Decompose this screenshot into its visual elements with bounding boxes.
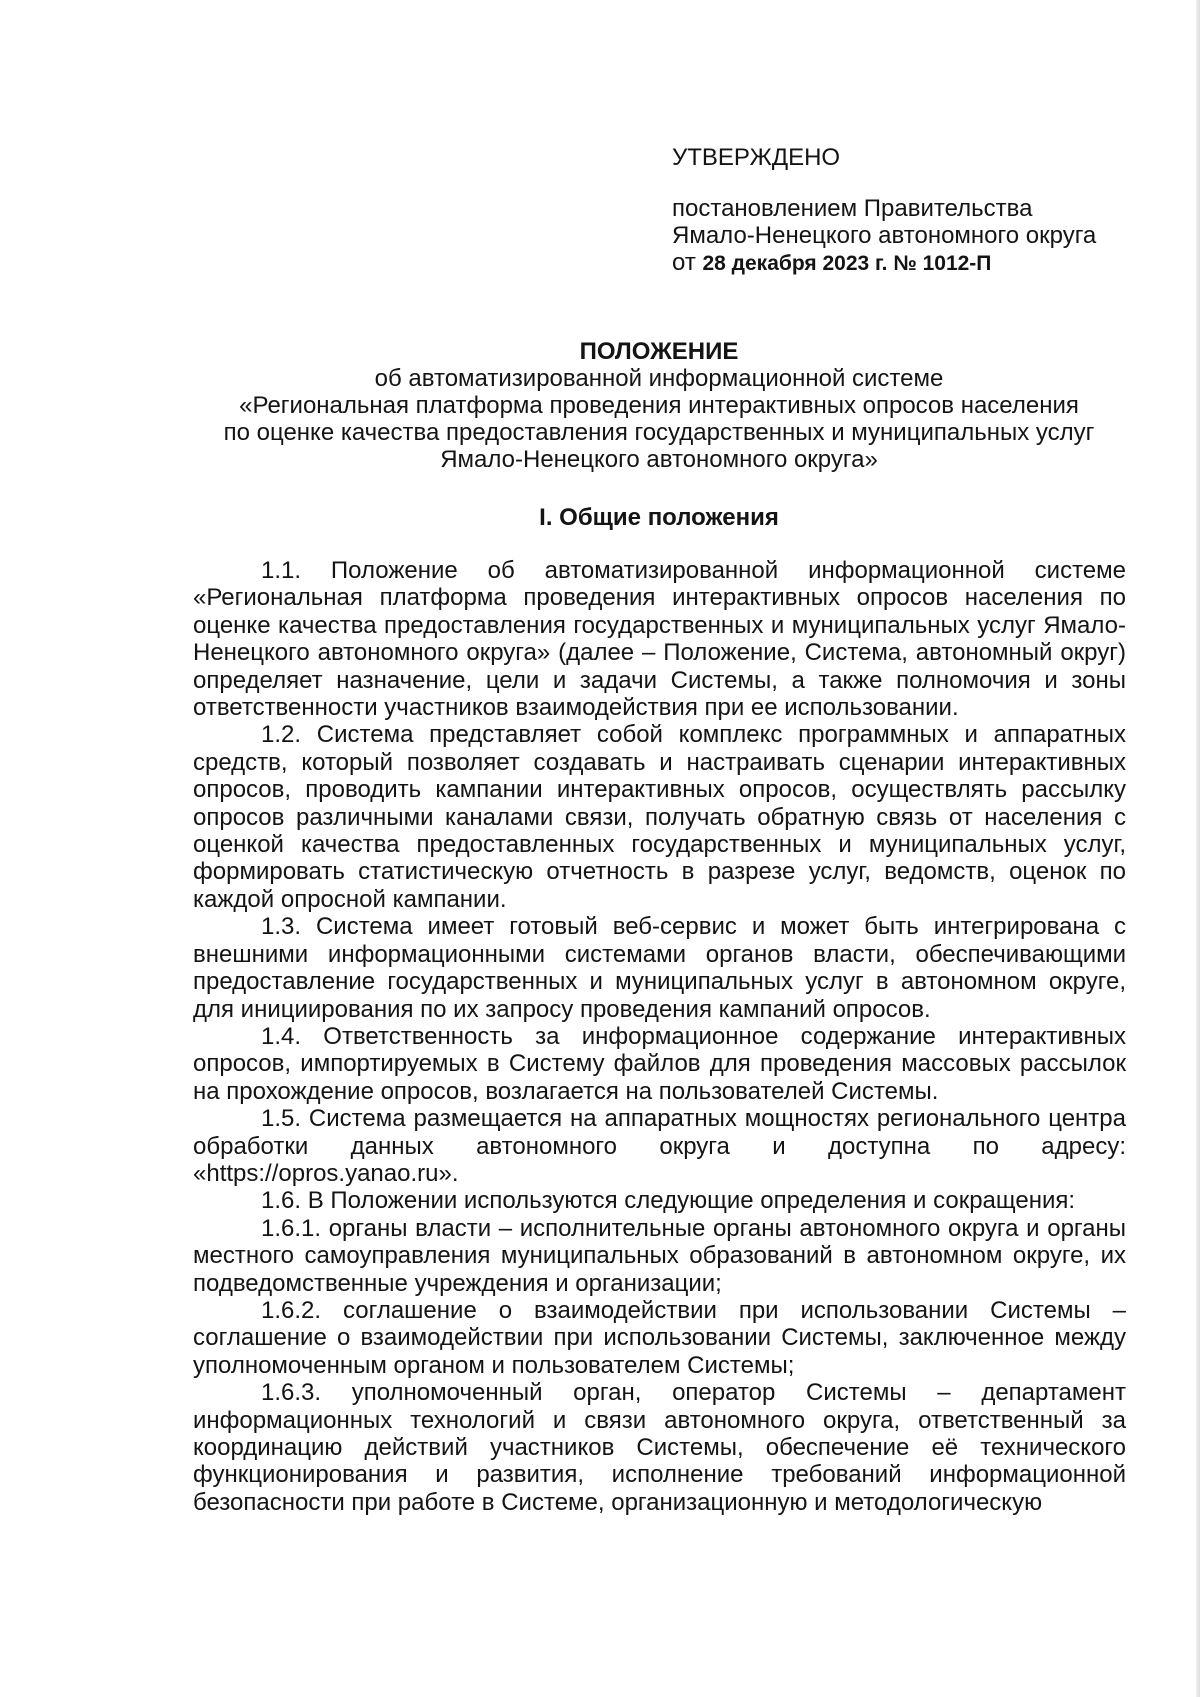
paragraph-1-4: 1.4. Ответственность за информационное содержание интерактивных опросов, импортируемых в Систему файлов для проведения массовых рассылок на прохождение опросов, возлагается на пользователей Системы. bbox=[193, 1022, 1126, 1105]
paragraph-1-1: 1.1. Положение об автоматизированной информационной системе «Региональная платформа проведения интерактивных опросов населения по оценке качества предоставления государственных и муниципальных услуг Ямало-Ненецкого автономного округа» (далее – Положение, Система, автономный округ) определяет назначение, цели и задачи Системы, а также полномочия и зоны ответственности участников взаимодействия при ее использовании. bbox=[193, 557, 1126, 722]
paragraph-1-6-2: 1.6.2. соглашение о взаимодействии при использовании Системы – соглашение о взаимодействии при использовании Системы, заключенное между уполномоченным органом и пользователем Системы; bbox=[193, 1296, 1126, 1379]
approval-line-2: Ямало-Ненецкого автономного округа bbox=[672, 222, 1097, 249]
approval-block bbox=[672, 144, 1172, 277]
document-subtitle-line: «Региональная платформа проведения интерактивных опросов населения bbox=[239, 392, 1079, 419]
document-title: ПОЛОЖЕНИЕ bbox=[579, 338, 739, 365]
paragraph-1-6-3: 1.6.3. уполномоченный орган, оператор Системы – департамент информационных технологий и связи автономного округа, ответственный за координацию действий участников Системы, обеспечение её технического функционирования и развития, исполнение требований информационной безопасности при работе в Системе, организационную и методологическую bbox=[193, 1379, 1126, 1516]
document-heading bbox=[190, 338, 1128, 473]
document-subtitle-line: Ямало-Ненецкого автономного округа» bbox=[440, 446, 878, 473]
paragraph-1-6: 1.6. В Положении используются следующие определения и сокращения: bbox=[261, 1187, 1076, 1215]
document-body bbox=[193, 557, 1126, 1516]
document-subtitle-line: по оценке качества предоставления государственных и муниципальных услуг bbox=[223, 419, 1095, 446]
page-edge-shadow bbox=[1196, 0, 1200, 1697]
approval-line-1: постановлением Правительства bbox=[672, 195, 1033, 222]
approval-stamp: УТВЕРЖДЕНО bbox=[672, 144, 841, 171]
paragraph-1-2: 1.2. Система представляет собой комплекс программных и аппаратных средств, который позволяет создавать и настраивать сценарии интерактивных опросов, проводить кампании интерактивных опросов, осуществлять рассылку опросов различными каналами связи, получать обратную связь от населения с оценкой качества предоставленных государственных и муниципальных услуг, формировать статистическую отчетность в разрезе услуг, ведомств, оценок по каждой опросной кампании. bbox=[193, 721, 1126, 913]
section-title: I. Общие положения bbox=[539, 504, 779, 531]
paragraph-1-5: 1.5. Система размещается на аппаратных мощностях регионального центра обработки данных автономного округа и доступна по адресу: «https://opros.yanao.ru». bbox=[193, 1105, 1126, 1187]
approval-date-line bbox=[672, 249, 1172, 277]
approval-date-prefix: от bbox=[672, 249, 703, 276]
approval-date: 28 декабря 2023 г. № 1012-П bbox=[702, 252, 992, 275]
paragraph-1-6-1: 1.6.1. органы власти – исполнительные органы автономного округа и органы местного самоуправления муниципальных образований в автономном округе, их подведомственные учреждения и организации; bbox=[193, 1214, 1126, 1297]
paragraph-1-3: 1.3. Система имеет готовый веб-сервис и может быть интегрирована с внешними информационными системами органов власти, обеспечивающими предоставление государственных и муниципальных услуг в автономном округе, для инициирования по их запросу проведения кампаний опросов. bbox=[193, 913, 1126, 1023]
document-subtitle-line: об автоматизированной информационной системе bbox=[374, 365, 944, 392]
